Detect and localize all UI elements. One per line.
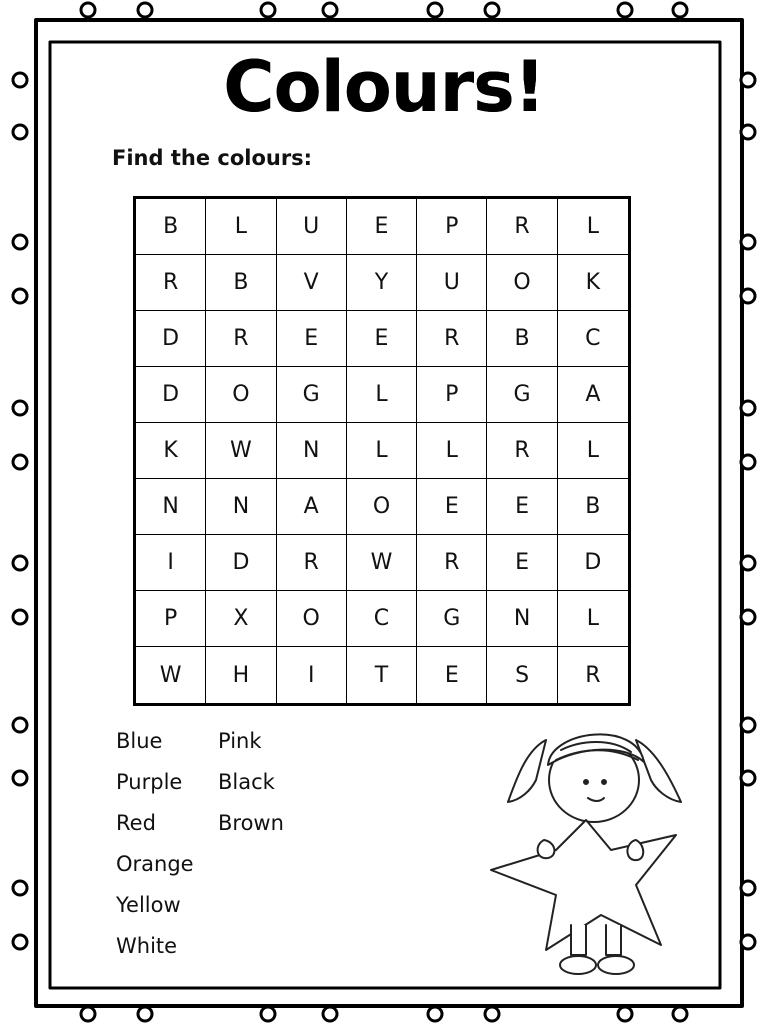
grid-cell: N	[487, 591, 557, 647]
grid-cell: W	[206, 423, 276, 479]
grid-cell: N	[136, 479, 206, 535]
grid-cell: O	[277, 591, 347, 647]
page-title: Colours!	[223, 46, 545, 128]
grid-cell: L	[417, 423, 487, 479]
grid-cell: L	[558, 199, 628, 255]
grid-cell: C	[558, 311, 628, 367]
word-list-item: White	[116, 934, 178, 958]
word-list-item: Black	[218, 770, 275, 794]
grid-cell: R	[277, 535, 347, 591]
grid-cell: D	[136, 367, 206, 423]
grid-cell: A	[558, 367, 628, 423]
grid-cell: S	[487, 647, 557, 703]
grid-cell: B	[206, 255, 276, 311]
grid-cell: U	[417, 255, 487, 311]
instruction-text: Find the colours:	[112, 146, 313, 170]
grid-cell: D	[558, 535, 628, 591]
word-list-item: Brown	[218, 811, 284, 835]
grid-cell: E	[277, 311, 347, 367]
grid-cell: O	[347, 479, 417, 535]
grid-cell: Y	[347, 255, 417, 311]
grid-cell: G	[487, 367, 557, 423]
grid-cell: R	[417, 311, 487, 367]
grid-cell: G	[417, 591, 487, 647]
grid-cell: D	[136, 311, 206, 367]
grid-cell: K	[136, 423, 206, 479]
grid-cell: I	[136, 535, 206, 591]
grid-cell: O	[487, 255, 557, 311]
grid-cell: E	[487, 479, 557, 535]
grid-cell: N	[277, 423, 347, 479]
grid-cell: G	[277, 367, 347, 423]
grid-cell: V	[277, 255, 347, 311]
grid-cell: U	[277, 199, 347, 255]
grid-cell: R	[487, 199, 557, 255]
grid-cell: L	[347, 423, 417, 479]
word-search-grid	[133, 196, 631, 706]
word-list-item: Blue	[116, 729, 163, 753]
grid-cell: X	[206, 591, 276, 647]
word-list-item: Purple	[116, 770, 183, 794]
grid-cell: C	[347, 591, 417, 647]
word-list-item: Orange	[116, 852, 194, 876]
grid-cell: R	[136, 255, 206, 311]
word-list-item: Red	[116, 811, 156, 835]
girl-holding-star-illustration	[486, 710, 701, 980]
grid-cell: E	[417, 647, 487, 703]
grid-cell: B	[136, 199, 206, 255]
grid-cell: K	[558, 255, 628, 311]
grid-cell: P	[136, 591, 206, 647]
grid-cell: B	[558, 479, 628, 535]
grid-cell: E	[347, 199, 417, 255]
grid-cell: L	[558, 591, 628, 647]
grid-cell: T	[347, 647, 417, 703]
word-list-item: Pink	[218, 729, 262, 753]
grid-cell: O	[206, 367, 276, 423]
word-list-item: Yellow	[116, 893, 181, 917]
grid-cell: B	[487, 311, 557, 367]
grid-cell: L	[347, 367, 417, 423]
grid-cell: N	[206, 479, 276, 535]
grid-cell: L	[206, 199, 276, 255]
grid-cell: H	[206, 647, 276, 703]
grid-cell: R	[585, 662, 601, 688]
word-list-column-2	[218, 721, 284, 844]
grid-cell: W	[347, 535, 417, 591]
grid-cell: A	[277, 479, 347, 535]
grid-cell: D	[206, 535, 276, 591]
grid-cell: E	[347, 311, 417, 367]
grid-cell: I	[277, 647, 347, 703]
grid-cell: R	[487, 423, 557, 479]
grid-cell: L	[558, 423, 628, 479]
grid-cell: R	[417, 535, 487, 591]
grid-cell: E	[417, 479, 487, 535]
grid-cell: P	[417, 367, 487, 423]
grid-cell: W	[136, 647, 206, 703]
grid-cell: E	[487, 535, 557, 591]
word-list-column-1	[116, 721, 194, 967]
grid-cell: P	[417, 199, 487, 255]
grid-cell: R	[206, 311, 276, 367]
